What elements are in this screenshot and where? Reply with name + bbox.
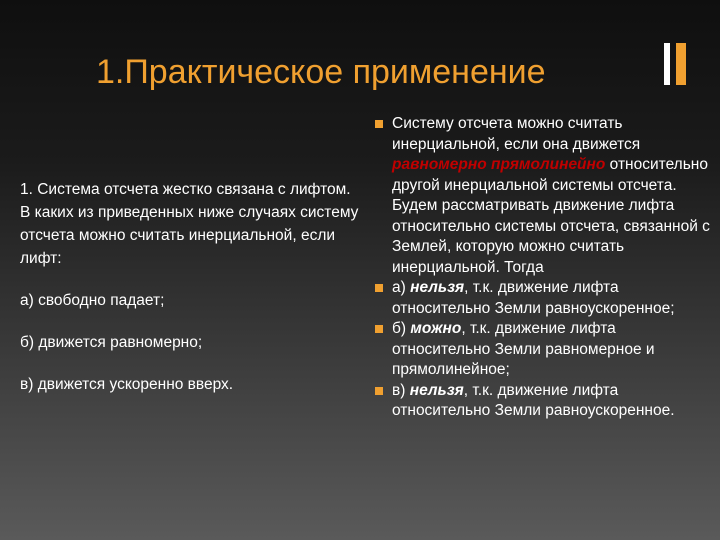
- answer-b-prefix: б): [392, 320, 411, 337]
- answer-intro-part1: Систему отсчета можно считать инерциальной, если она движется: [392, 115, 641, 153]
- option-a: а) свободно падает;: [20, 292, 165, 309]
- bullet-icon: [375, 284, 383, 292]
- answer-a-verdict: нельзя: [410, 279, 465, 296]
- answer-c-prefix: в): [392, 381, 410, 399]
- option-c: в) движется ускоренно вверх.: [20, 376, 234, 393]
- question-text: 1. Система отсчета жестко связана с лифтом. В каких из приведенных ниже случаях систему отсчета можно считать инерциальной, если лифт:: [20, 181, 359, 267]
- bullet-icon: [375, 387, 383, 395]
- bullet-icon: [375, 120, 383, 128]
- answer-c: [374, 381, 714, 422]
- answer-intro-part2: относительно другой инерциальной системы отсчета. Будем рассматривать движение лифта относительно системы отсчета, связанной с Землей, которую можно считать инерциальной. Тогда: [392, 156, 710, 276]
- answer-a-rest: , т.к. движение лифта относительно Земли равноускоренное;: [392, 279, 675, 317]
- title-accent-bar: [664, 43, 670, 85]
- answer-intro-highlight: равномерно прямолинейно: [392, 156, 606, 173]
- answer-b-rest: , т.к. движение лифта относительно Земли равномерное и прямолинейное;: [392, 320, 655, 378]
- answer-b-verdict: можно: [410, 320, 462, 337]
- question-block: [20, 178, 360, 396]
- slide-title: 1.Практическое применение: [96, 53, 546, 91]
- answer-c-verdict: нельзя: [409, 381, 464, 399]
- bullet-icon: [375, 325, 383, 333]
- answer-b: [374, 319, 714, 381]
- answer-a: [374, 278, 714, 319]
- answer-a-prefix: а): [392, 279, 411, 296]
- option-b: б) движется равномерно;: [20, 334, 203, 351]
- answer-intro: [374, 114, 714, 278]
- answer-block: [374, 114, 714, 422]
- answer-c-rest: , т.к. движение лифта относительно Земли равноускоренное.: [392, 381, 675, 419]
- title-accent-bar-orange: [676, 43, 686, 85]
